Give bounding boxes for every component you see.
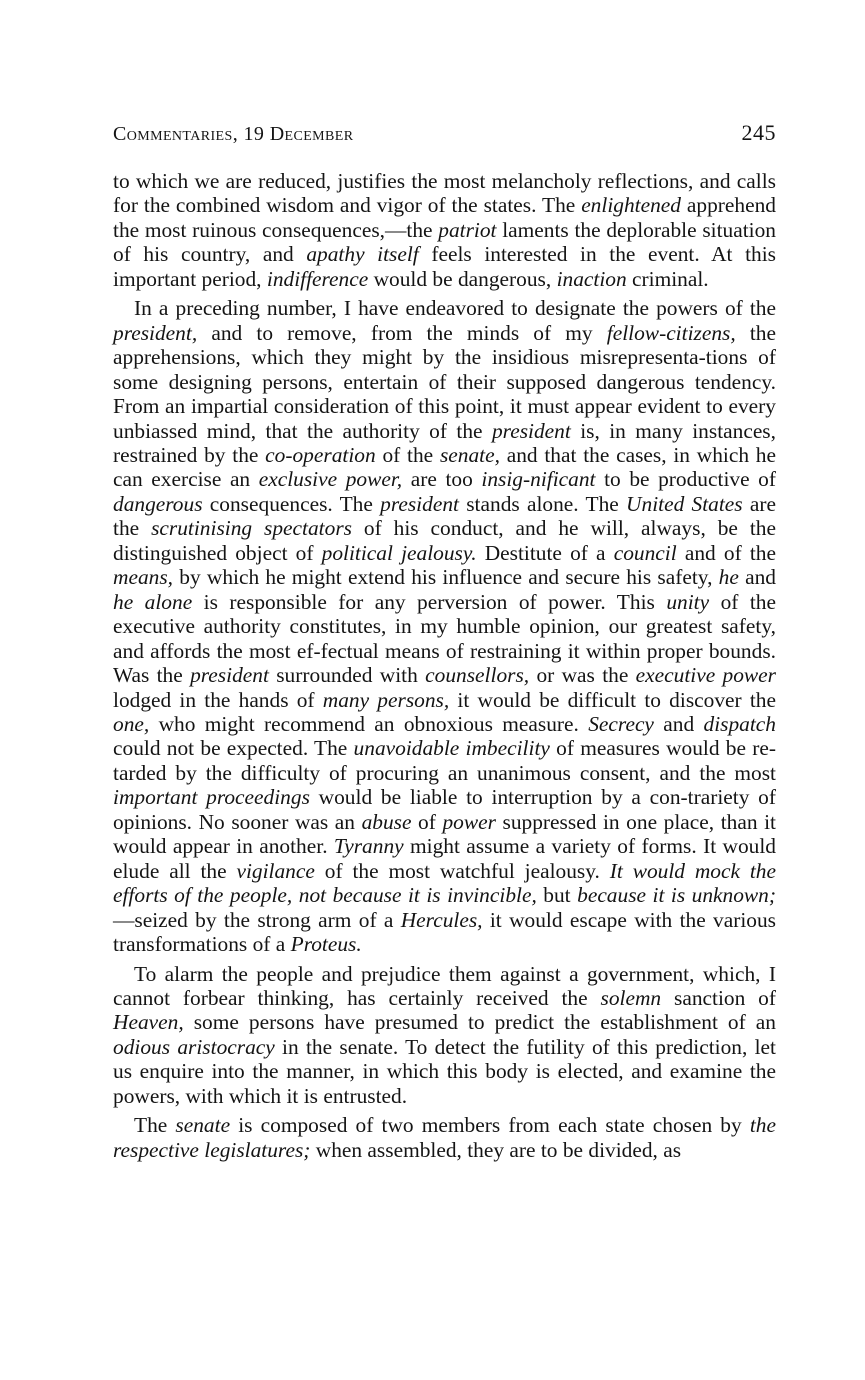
italic-run: insig-nificant [481,467,596,492]
text-run: apprehend the most ruinous consequences,—the [113,193,776,242]
italic-run: abuse [361,809,412,834]
text-run: lodged in the hands of [113,687,323,712]
text-run: by which he might extend his influence and secure his safety, [173,565,719,590]
text-run: some persons have presumed to predict the establishment of an [183,1010,776,1035]
text-run: sanction of [661,985,776,1010]
text-run: Destitute of a [476,540,614,565]
italic-run: executive power [635,663,777,688]
text-run: in the senate. To detect the futility of this prediction, let us enquire into the manner, in which this body is elected, and examine the powers, with which it is entrusted. [113,1034,776,1108]
italic-run: unity [666,589,710,614]
text-run: To alarm the people and prejudice them against a government, which, I cannot forbear thinking, has certainly received the [113,961,776,1010]
italic-run: apathy itself [306,242,419,267]
italic-run: Hercules, [400,907,483,932]
running-head-title: Commentaries, 19 December [113,123,354,145]
italic-run: Proteus. [290,932,362,957]
italic-run: vigilance [236,858,315,883]
italic-run: council [613,540,677,565]
italic-run: because it is unknown; [577,883,777,908]
text-run: of his conduct, and he will, always, be the distinguished object of [113,516,776,565]
text-run: might assume a variety of forms. It would elude all the [113,834,777,883]
text-run: —seized by the strong arm of a [113,907,401,932]
italic-run: Tyranny [333,834,404,859]
italic-run: president [190,663,269,688]
text-run: stands alone. The [458,491,627,516]
italic-run: Heaven, [113,1010,184,1035]
italic-run: the respective legislatures; [113,1113,776,1162]
italic-run: odious aristocracy [113,1034,275,1059]
italic-run: dispatch [703,711,776,736]
italic-run: patriot [438,217,497,242]
paragraph-4 [113,1113,776,1162]
italic-run: unavoidable imbecility [353,736,550,761]
running-head [113,120,776,153]
italic-run: president [491,418,571,443]
italic-run: It would mock the efforts of the people, not because it is invincible, [113,858,776,908]
paragraph-1 [113,169,776,291]
body-text [113,169,776,1162]
italic-run: president, [113,320,198,345]
italic-run: senate [175,1113,231,1138]
italic-run: important proceedings [113,785,310,810]
text-run: are the [113,491,776,541]
text-run: laments the deplorable situation of his country, and [113,217,776,267]
text-run: and of the [676,540,776,565]
italic-run: power [442,809,496,834]
text-run: criminal. [626,266,709,291]
italic-run: one, [113,711,150,736]
italic-run: exclusive power, [258,467,403,492]
text-run: would be dangerous, [368,266,557,291]
text-run: and that the cases, in which he can exercise an [113,442,776,492]
text-run: consequences. The [202,491,381,516]
text-run: when assembled, they are to be divided, as [310,1137,682,1162]
italic-run: means, [113,565,174,590]
text-run: could not be expected. The [113,736,354,761]
italic-run: he alone [113,589,193,614]
italic-run: counsellors, [425,663,530,688]
italic-run: Secrecy [588,711,654,736]
text-run: it would escape with the various transformations of a [113,907,776,957]
text-run: suppressed in one place, than it would appear in another. [113,809,776,859]
italic-run: dangerous [113,491,203,516]
paragraph-3 [113,962,776,1109]
text-run: the apprehensions, which they might by the insidious misrepresenta-tions of some designing persons, entertain of their supposed dangerous tendency. From an impartial consideration of this point, it must appear evident to every unbiassed mind, that the authority of the [113,320,776,443]
italic-run: indifference [266,266,369,291]
italic-run: inaction [556,266,627,291]
text-run: to be productive of [595,467,776,492]
italic-run: he [718,565,739,590]
italic-run: United States [626,491,743,516]
text-run: but [536,883,578,908]
text-run: of the executive authority constitutes, in my humble opinion, our greatest safety, and affords the most ef-fectual means of restraining it within proper bounds. Was the [113,589,776,688]
text-run: or was the [529,663,636,688]
text-run: it would be difficult to discover the [449,687,776,712]
page-number: 245 [741,120,776,145]
text-run: is responsible for any perversion of power. This [192,589,667,614]
text-run: surrounded with [268,663,426,688]
italic-run: fellow-citizens, [606,320,736,345]
text-run: are too [402,467,482,492]
text-run: and to remove, from the minds of my [197,320,607,345]
paragraph-2 [113,296,776,956]
text-run: to which we are reduced, justifies the most melancholy reflections, and calls for the combined wisdom and vigor of the states. The [113,169,776,218]
italic-run: enlightened [581,193,681,218]
text-run: The [134,1113,176,1138]
text-run: of the most watchful jealousy. [314,858,610,883]
text-run: is composed of two members from each state chosen by [230,1113,750,1138]
italic-run: president [380,491,459,516]
text-run: In a preceding number, I have endeavored to designate the powers of the [134,296,776,321]
italic-run: co-operation [265,442,376,467]
text-run: of [411,809,443,834]
text-run: and [653,711,704,736]
text-run: of measures would be re-tarded by the difficulty of procuring an unanimous consent, and the most [113,736,776,785]
text-run: would be liable to interruption by a con-trariety of opinions. No sooner was an [113,785,776,834]
text-run: of the [375,442,440,467]
text-run: is, in many instances, restrained by the [113,418,776,467]
italic-run: many persons, [322,687,450,712]
text-run: who might recommend an obnoxious measure. [149,711,589,736]
italic-run: scrutinising spectators [151,516,352,541]
text-run: and [738,565,776,590]
text-run: feels interested in the event. At this important period, [113,242,776,291]
italic-run: political jealousy. [321,540,477,565]
italic-run: senate, [439,442,500,467]
italic-run: solemn [600,985,662,1010]
